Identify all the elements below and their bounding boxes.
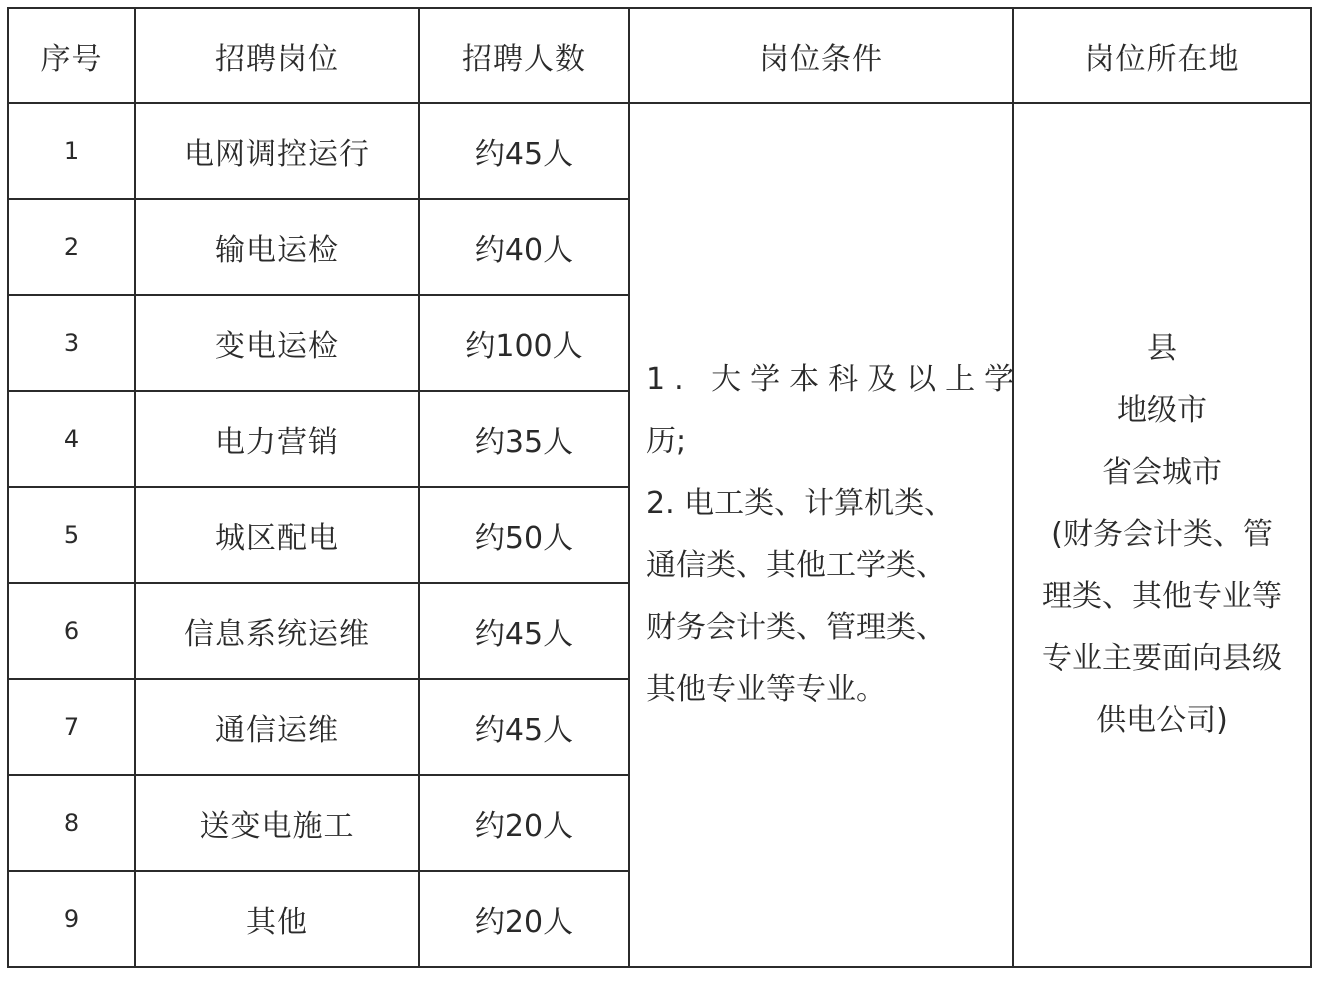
row-position: 电网调控运行 xyxy=(135,103,419,199)
header-row xyxy=(8,8,1311,103)
row-count: 约20人 xyxy=(419,775,629,871)
row-position: 电力营销 xyxy=(135,391,419,487)
location-line: 地级市 xyxy=(1117,393,1207,428)
row-position: 城区配电 xyxy=(135,487,419,583)
row-position: 变电运检 xyxy=(135,295,419,391)
row-count: 约45人 xyxy=(419,103,629,199)
location-line: (财务会计类、管 xyxy=(1051,517,1273,552)
row-position: 输电运检 xyxy=(135,199,419,295)
location-line: 省会城市 xyxy=(1102,455,1222,490)
location-line: 理类、其他专业等 xyxy=(1042,579,1282,614)
location-line: 县 xyxy=(1147,331,1177,366)
row-index: 2 xyxy=(8,199,135,295)
location-line: 供电公司) xyxy=(1096,703,1228,738)
conditions-line: 历; xyxy=(646,424,687,459)
row-index: 1 xyxy=(8,103,135,199)
conditions-line: 其他专业等专业。 xyxy=(646,672,886,707)
row-count: 约100人 xyxy=(419,295,629,391)
conditions-line: 1. 大学本科及以上学 xyxy=(646,362,1024,397)
row-index: 7 xyxy=(8,679,135,775)
row-position: 送变电施工 xyxy=(135,775,419,871)
row-index: 9 xyxy=(8,871,135,967)
conditions-line: 通信类、其他工学类、 xyxy=(646,548,946,583)
row-count: 约35人 xyxy=(419,391,629,487)
recruitment-table-container xyxy=(7,7,1310,967)
header-conditions: 岗位条件 xyxy=(629,8,1013,103)
row-index: 8 xyxy=(8,775,135,871)
header-count: 招聘人数 xyxy=(419,8,629,103)
location-cell xyxy=(1013,103,1311,967)
row-count: 约20人 xyxy=(419,871,629,967)
header-location: 岗位所在地 xyxy=(1013,8,1311,103)
row-index: 3 xyxy=(8,295,135,391)
header-index: 序号 xyxy=(8,8,135,103)
conditions-line: 2. 电工类、计算机类、 xyxy=(646,486,955,521)
row-index: 5 xyxy=(8,487,135,583)
row-count: 约50人 xyxy=(419,487,629,583)
recruitment-table xyxy=(7,7,1312,968)
row-count: 约45人 xyxy=(419,679,629,775)
header-position: 招聘岗位 xyxy=(135,8,419,103)
table-row xyxy=(8,103,1311,199)
row-index: 4 xyxy=(8,391,135,487)
conditions-cell xyxy=(629,103,1024,967)
conditions-line: 财务会计类、管理类、 xyxy=(646,610,946,645)
row-index: 6 xyxy=(8,583,135,679)
row-position: 通信运维 xyxy=(135,679,419,775)
row-count: 约45人 xyxy=(419,583,629,679)
row-position: 其他 xyxy=(135,871,419,967)
row-count: 约40人 xyxy=(419,199,629,295)
location-line: 专业主要面向县级 xyxy=(1042,641,1282,676)
row-position: 信息系统运维 xyxy=(135,583,419,679)
